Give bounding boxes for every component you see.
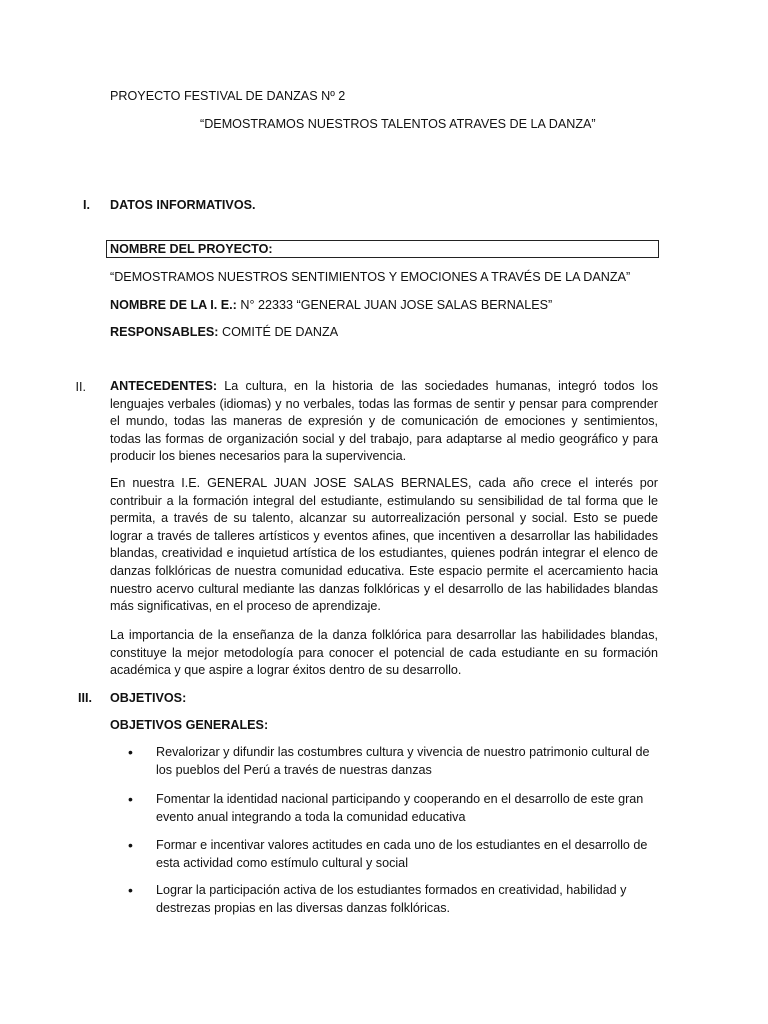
- bullet-icon: •: [128, 837, 133, 853]
- section-3-number: III.: [78, 691, 92, 705]
- antecedentes-p1-text: La cultura, en la historia de las sociedades humanas, integró todos los lenguajes verbales (idiomas) y no verbales, todas las formas de sentir y pensar para comprender el mundo, todas las maneras de expresión y de comunicación de emociones y sentimientos, todas las formas de organización social y del trabajo, para adaptarse al medio geográfico y para producir los bienes necesarios para la supervivencia.: [110, 379, 658, 464]
- objective-text: Lograr la participación activa de los estudiantes formados en creatividad, habilidad y destrezas propias en las diversas danzas folklóricas.: [156, 883, 627, 915]
- section-1-heading: DATOS INFORMATIVOS.: [110, 198, 256, 212]
- project-name-value: “DEMOSTRAMOS NUESTROS SENTIMIENTOS Y EMOCIONES A TRAVÉS DE LA DANZA”: [110, 270, 631, 284]
- objective-item: [128, 791, 668, 826]
- section-1-number: I.: [83, 198, 90, 212]
- antecedentes-paragraph-1: [110, 378, 658, 466]
- bullet-icon: •: [128, 791, 133, 807]
- bullet-icon: •: [128, 882, 133, 898]
- objective-item: [128, 837, 668, 872]
- section-3-heading: OBJETIVOS:: [110, 691, 187, 705]
- school-name-label: NOMBRE DE LA I. E.:: [110, 298, 237, 312]
- section-2-number: II.: [75, 380, 86, 394]
- school-name-line: [110, 296, 552, 314]
- document-subtitle: “DEMOSTRAMOS NUESTROS TALENTOS ATRAVES DE LA DANZA”: [200, 117, 596, 131]
- responsible-value: COMITÉ DE DANZA: [218, 325, 339, 339]
- antecedentes-paragraph-3: La importancia de la enseñanza de la danza folklórica para desarrollar las habilidades blandas, constituye la mejor metodología para conocer el potencial de cada estudiante en su formación académica y que aspire a lograr éxitos dentro de su desarrollo.: [110, 628, 658, 678]
- project-name-label: NOMBRE DEL PROYECTO:: [106, 240, 659, 258]
- objective-item: [128, 882, 668, 917]
- objective-item: [128, 744, 668, 779]
- objective-text: Formar e incentivar valores actitudes en cada uno de los estudiantes en el desarrollo de esta actividad como estímulo cultural y social: [156, 838, 648, 870]
- section-2-heading: ANTECEDENTES:: [110, 379, 218, 393]
- responsible-line: [110, 323, 338, 341]
- document-title: PROYECTO FESTIVAL DE DANZAS Nº 2: [110, 89, 346, 103]
- objectives-subheading: OBJETIVOS GENERALES:: [110, 718, 269, 732]
- objective-text: Revalorizar y difundir las costumbres cultura y vivencia de nuestro patrimonio cultural de los pueblos del Perú a través de nuestras danzas: [156, 745, 650, 777]
- school-name-value: N° 22333 “GENERAL JUAN JOSE SALAS BERNALES”: [236, 298, 553, 312]
- responsible-label: RESPONSABLES:: [110, 325, 219, 339]
- bullet-icon: •: [128, 744, 133, 760]
- objective-text: Fomentar la identidad nacional participando y cooperando en el desarrollo de este gran evento anual integrando a toda la comunidad educativa: [156, 792, 644, 824]
- antecedentes-paragraph-2: En nuestra I.E. GENERAL JUAN JOSE SALAS BERNALES, cada año crece el interés por contribuir a la formación integral del estudiante, estimulando su sensibilidad de tal forma que le permita, a través de su talento, alcanzar su autorrealización personal y social. Esto se puede lograr a través de talleres artísticos y eventos afines, que incentiven a desarrollar las habilidades blandas, creatividad e inquietud artística de los estudiantes, quienes podrán integrar el elenco de danzas folklóricas de nuestra comunidad educativa. Este espacio permite el acercamiento hacia nuestro acervo cultural mediante las danzas folklóricas y el desarrollo de las habilidades blandas más significativas, en el proceso de aprendizaje.: [110, 476, 658, 614]
